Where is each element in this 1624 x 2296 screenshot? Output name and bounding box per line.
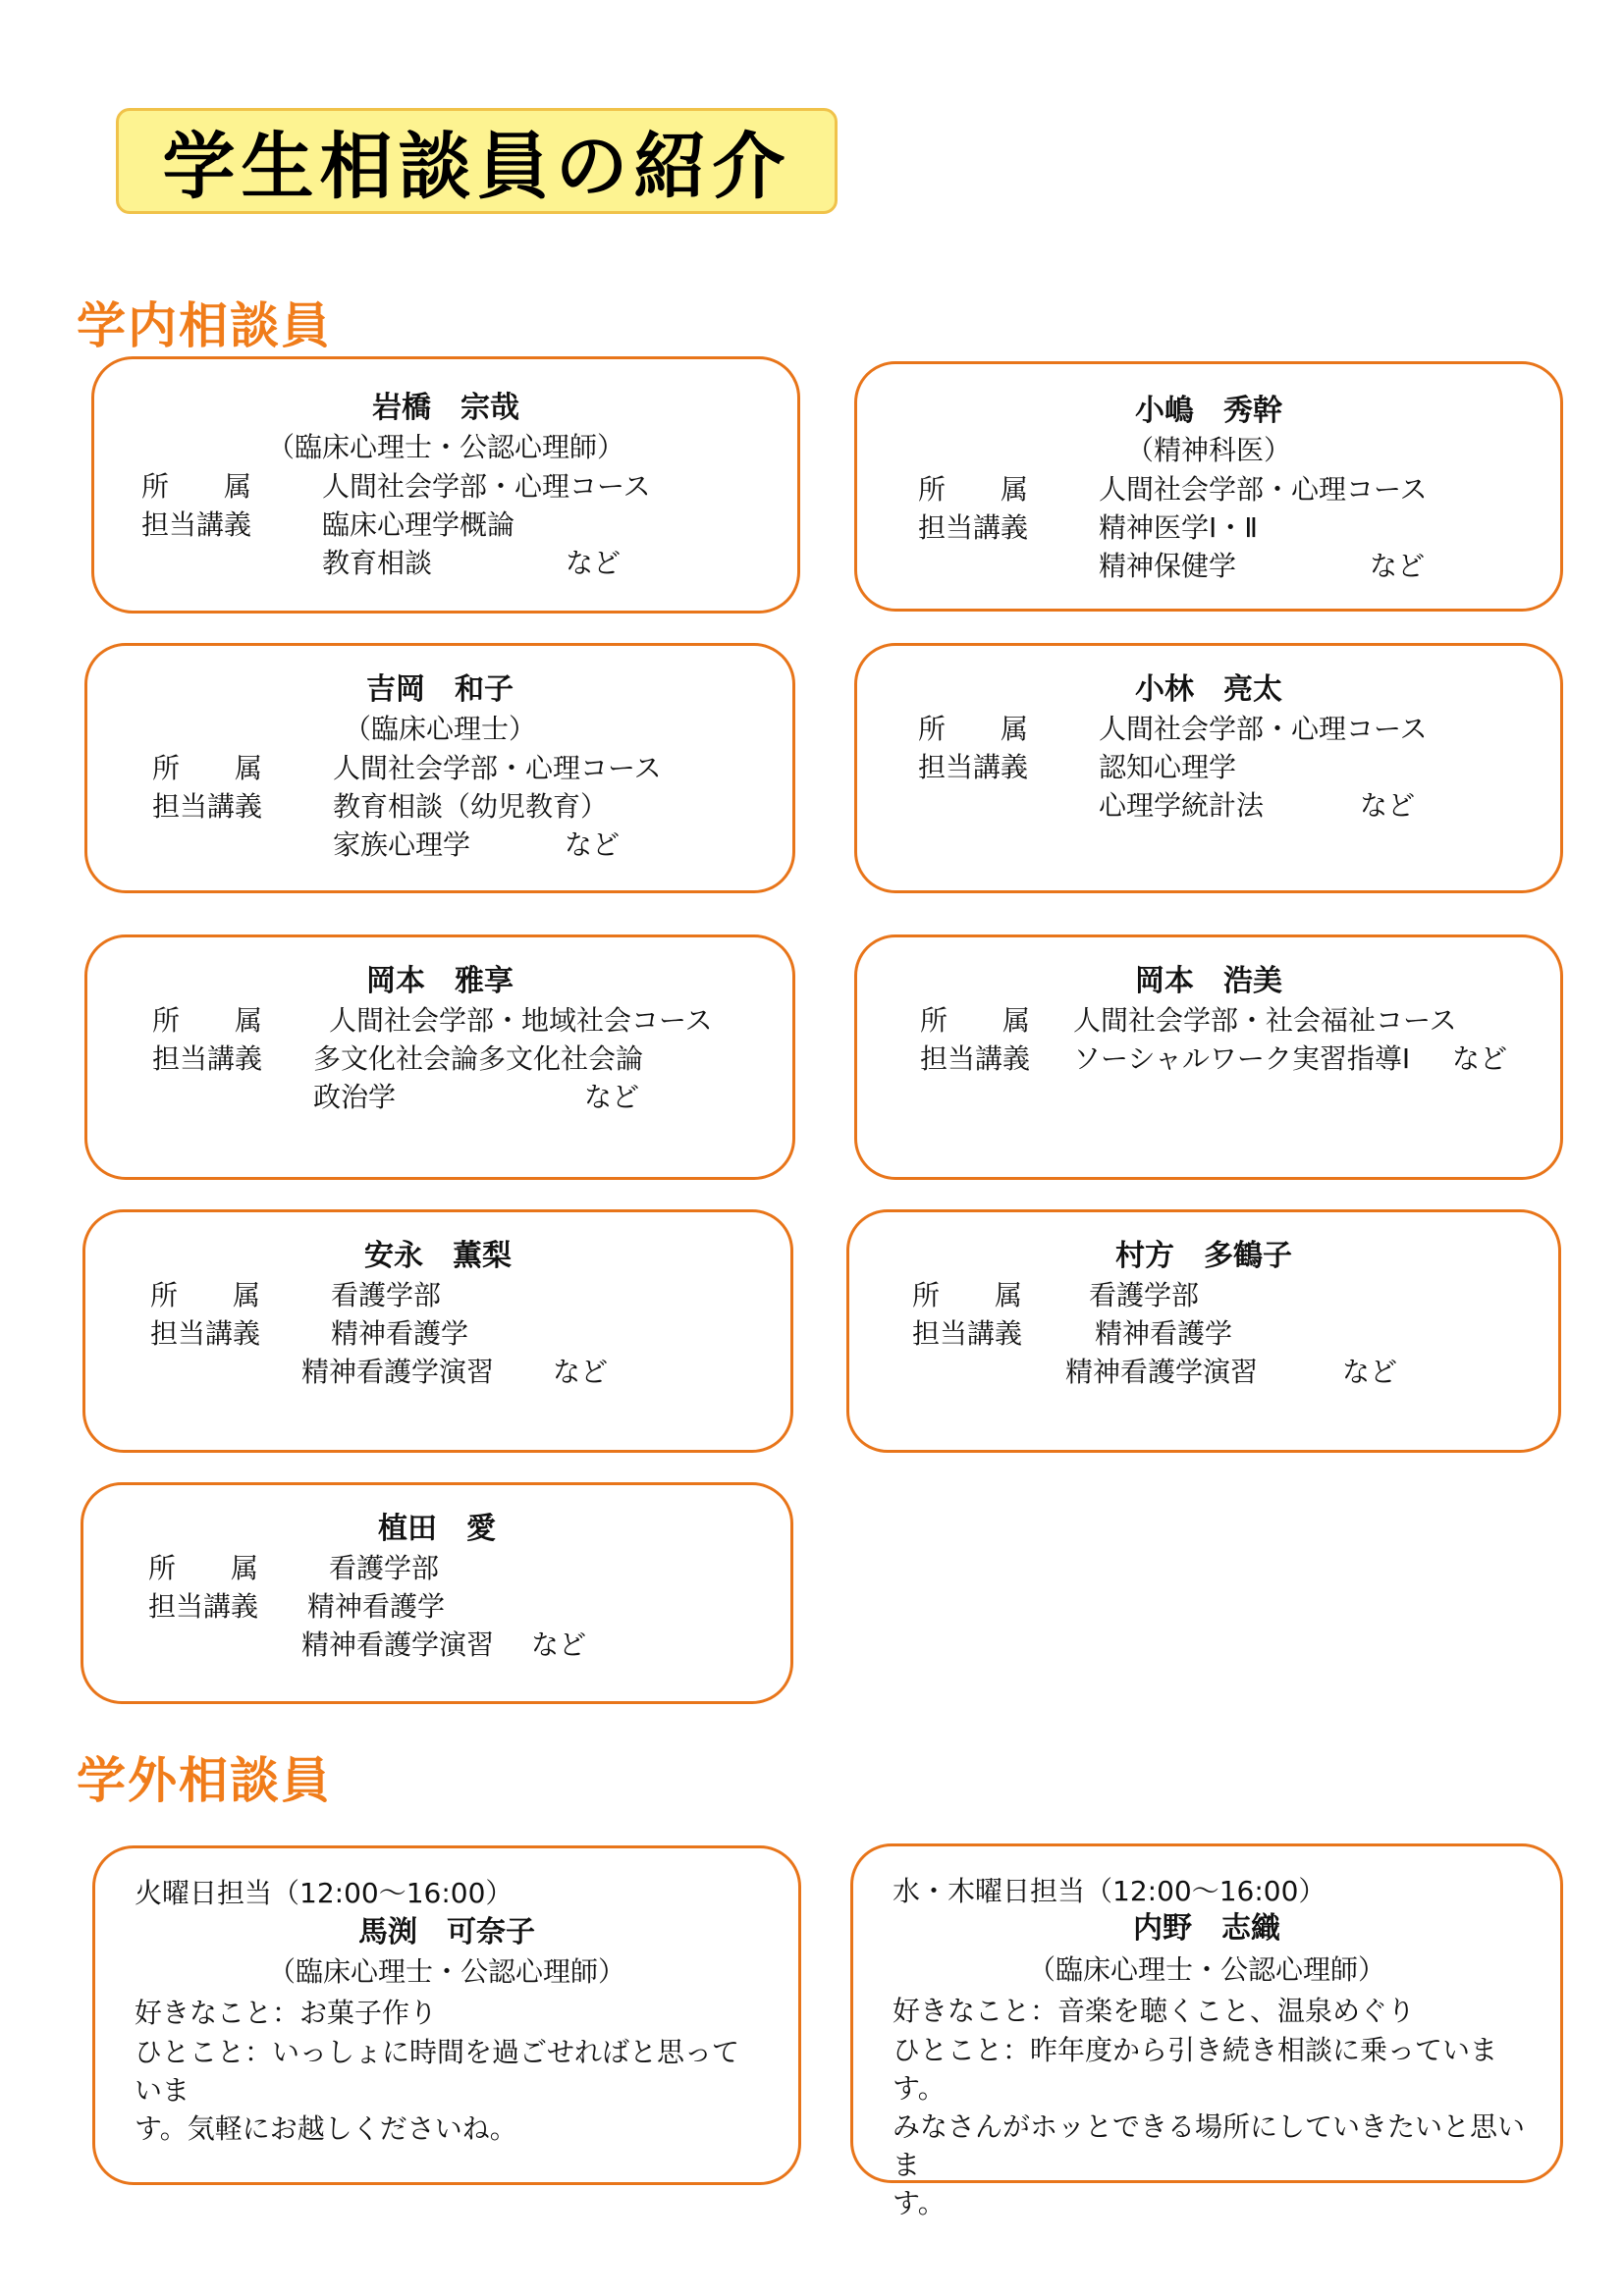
- counselor-credential: （臨床心理士）: [343, 713, 536, 745]
- etc-label: など: [566, 547, 622, 579]
- message-line: す。気軽にお越しくださいね。: [135, 2112, 517, 2145]
- counselor-likes: 好きなこと：お菓子作り: [135, 1997, 438, 2029]
- affiliation-label: 所 属: [150, 1279, 261, 1311]
- lectures-label: 担当講義: [918, 511, 1029, 544]
- page-title: 学生相談員の紹介: [162, 125, 791, 209]
- counselor-name: 植田 愛: [378, 1512, 496, 1546]
- etc-label: など: [531, 1629, 587, 1661]
- title-box: [116, 108, 838, 214]
- lecture-2: 心理学統計法: [1099, 789, 1265, 822]
- lectures-label: 担当講義: [152, 1042, 263, 1075]
- counselor-card: [854, 934, 1563, 1180]
- message-line: みなさんがホッとできる場所にしていきたいと思いま: [893, 2110, 1526, 2181]
- affiliation-label: 所 属: [920, 1004, 1031, 1037]
- lectures-label: 担当講義: [918, 751, 1029, 783]
- affiliation-label: 所 属: [141, 470, 252, 503]
- counselor-name: 内野 志織: [1133, 1911, 1280, 1946]
- lecture-2: 精神保健学: [1099, 550, 1237, 582]
- affiliation-label: 所 属: [152, 752, 263, 784]
- lecture-2: 精神看護学演習: [1065, 1356, 1259, 1388]
- affiliation-value: 人間社会学部・心理コース: [1099, 713, 1428, 745]
- message-line: す。: [893, 2187, 946, 2219]
- affiliation-value: 人間社会学部・心理コース: [1099, 473, 1428, 506]
- affiliation-value: 看護学部: [329, 1552, 440, 1584]
- lectures-label: 担当講義: [141, 508, 252, 541]
- counselor-credential: （臨床心理士・公認心理師）: [267, 1955, 625, 1988]
- lecture-2: 精神看護学演習: [301, 1629, 495, 1661]
- etc-label: など: [1452, 1042, 1508, 1075]
- etc-label: など: [584, 1081, 640, 1113]
- counselor-schedule: 水・木曜日担当（12:00～16:00）: [893, 1875, 1326, 1907]
- etc-label: など: [565, 828, 621, 861]
- counselor-schedule: 火曜日担当（12:00～16:00）: [135, 1877, 514, 1909]
- affiliation-value: 看護学部: [1089, 1279, 1200, 1311]
- lecture-1: ソーシャルワーク実習指導Ⅰ: [1073, 1042, 1411, 1075]
- lecture-1: 精神看護学: [1095, 1317, 1233, 1350]
- affiliation-label: 所 属: [148, 1552, 259, 1584]
- lecture-1: 認知心理学: [1099, 751, 1237, 783]
- lectures-label: 担当講義: [148, 1590, 259, 1623]
- counselor-credential: （臨床心理士・公認心理師）: [266, 431, 624, 463]
- lecture-2: 教育相談: [322, 547, 433, 579]
- counselor-name: 吉岡 和子: [366, 672, 514, 707]
- counselor-message: [135, 2033, 763, 2148]
- etc-label: など: [1342, 1356, 1398, 1388]
- counselor-message: [893, 2031, 1525, 2222]
- affiliation-value: 人間社会学部・心理コース: [322, 470, 651, 503]
- affiliation-label: 所 属: [152, 1004, 263, 1037]
- counselor-name: 岩橋 宗哉: [372, 391, 519, 425]
- counselor-name: 岡本 浩美: [1135, 964, 1282, 998]
- message-line: ひとこと：昨年度から引き続き相談に乗っています。: [893, 2034, 1498, 2105]
- message-line: ひとこと：いっしょに時間を過ごせればと思っていま: [135, 2036, 740, 2107]
- counselor-name: 岡本 雅享: [366, 964, 514, 998]
- affiliation-label: 所 属: [912, 1279, 1023, 1311]
- external-counselor-card: [850, 1843, 1563, 2219]
- affiliation-value: 看護学部: [331, 1279, 442, 1311]
- counselor-card: [84, 643, 795, 893]
- counselor-name: 馬渕 可奈子: [358, 1915, 535, 1949]
- external-counselor-card: [92, 1845, 801, 2185]
- affiliation-label: 所 属: [918, 473, 1029, 506]
- lecture-1: 教育相談（幼児教育）: [333, 790, 609, 823]
- lectures-label: 担当講義: [150, 1317, 261, 1350]
- counselor-card: [854, 361, 1563, 612]
- lectures-label: 担当講義: [912, 1317, 1023, 1350]
- counselor-card: [854, 643, 1563, 893]
- counselor-likes: 好きなこと：音楽を聴くこと、温泉めぐり: [893, 1995, 1416, 2027]
- etc-label: など: [553, 1356, 609, 1388]
- affiliation-value: 人間社会学部・心理コース: [333, 752, 662, 784]
- counselor-credential: （精神科医）: [1125, 434, 1291, 466]
- affiliation-value: 人間社会学部・社会福祉コース: [1073, 1004, 1457, 1037]
- lecture-1: 臨床心理学概論: [322, 508, 515, 541]
- lecture-1: 精神医学Ⅰ・Ⅱ: [1099, 511, 1259, 544]
- lecture-2: 精神看護学演習: [301, 1356, 495, 1388]
- counselor-card: [846, 1209, 1561, 1453]
- counselor-name: 小林 亮太: [1135, 672, 1282, 707]
- etc-label: など: [1360, 789, 1416, 822]
- lecture-1: 精神看護学: [331, 1317, 469, 1350]
- counselor-name: 村方 多鶴子: [1115, 1239, 1292, 1273]
- internal-section-heading: 学内相談員: [77, 297, 332, 354]
- affiliation-label: 所 属: [918, 713, 1029, 745]
- counselor-card: [81, 1482, 793, 1704]
- affiliation-value: 人間社会学部・地域社会コース: [329, 1004, 713, 1037]
- counselor-card: [84, 934, 795, 1180]
- lecture-2: 政治学: [313, 1081, 397, 1113]
- external-section-heading: 学外相談員: [77, 1752, 332, 1809]
- lectures-label: 担当講義: [920, 1042, 1031, 1075]
- counselor-card: [91, 356, 800, 614]
- counselor-name: 安永 薫梨: [364, 1239, 512, 1273]
- lecture-1: 多文化社会論多文化社会論: [313, 1042, 644, 1075]
- counselor-name: 小嶋 秀幹: [1135, 394, 1282, 428]
- etc-label: など: [1370, 550, 1426, 582]
- counselor-card: [82, 1209, 793, 1453]
- lecture-2: 家族心理学: [333, 828, 471, 861]
- lectures-label: 担当講義: [152, 790, 263, 823]
- lecture-1: 精神看護学: [307, 1590, 446, 1623]
- counselor-credential: （臨床心理士・公認心理師）: [1027, 1953, 1385, 1986]
